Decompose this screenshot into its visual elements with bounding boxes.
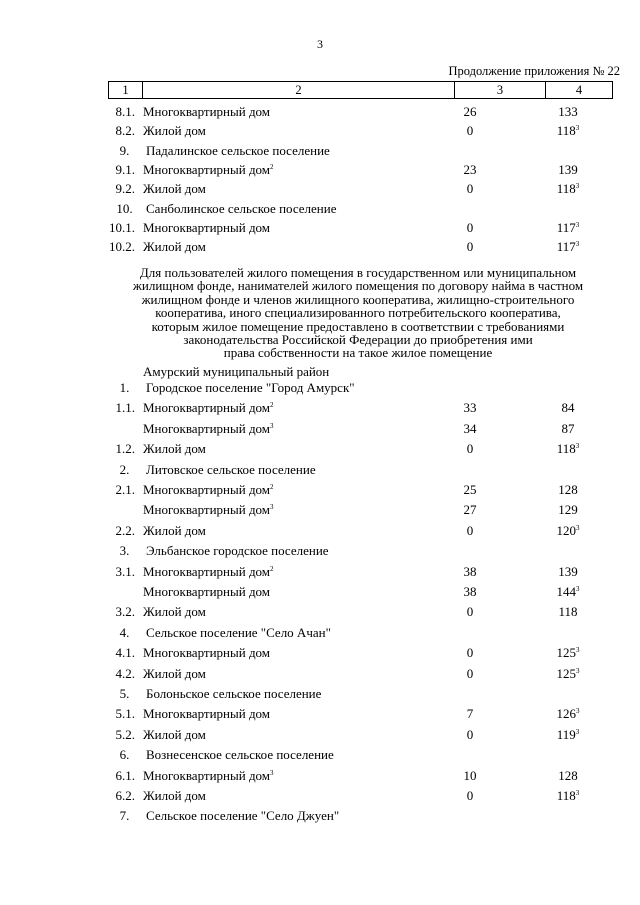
- value-col4: [535, 646, 601, 661]
- row-name-text: Жилой дом: [143, 726, 206, 742]
- value-col3: 33: [463, 400, 477, 416]
- column-header-4: 4: [546, 82, 613, 99]
- footnote-marker: 2: [270, 162, 274, 171]
- value-col4: [535, 442, 601, 457]
- table-row: [0, 646, 640, 665]
- value-col4-text: 125: [556, 645, 576, 661]
- row-number: 6.: [119, 747, 130, 763]
- value-col4-text: 128: [558, 767, 578, 783]
- table-row: [0, 667, 640, 686]
- section-name: [146, 381, 355, 396]
- row-name: [143, 124, 206, 139]
- footnote-marker: 3: [575, 220, 580, 229]
- value-col4-text: 87: [561, 420, 575, 436]
- value-col4-text: 139: [558, 563, 578, 579]
- value-col4-text: 118: [556, 123, 576, 139]
- row-name-text: Эльбанское городское поселение: [146, 543, 329, 559]
- value-col4-text: 118: [556, 441, 576, 457]
- footnote-marker: 3: [575, 727, 580, 736]
- footnote-marker: 3: [576, 666, 580, 675]
- row-name: [143, 728, 206, 743]
- table-row: [0, 503, 640, 522]
- value-col4-text: 118: [556, 181, 576, 197]
- row-name-text: Многоквартирный дом: [143, 584, 271, 599]
- row-number: 6.1.: [115, 767, 135, 783]
- value-col4: [535, 769, 601, 784]
- value-col4-text: 139: [558, 161, 578, 177]
- table-row: [0, 483, 640, 502]
- row-name-text: Многоквартирный дом: [143, 400, 271, 416]
- footnote-marker: 3: [576, 585, 580, 593]
- row-number: 2.: [119, 461, 130, 477]
- paragraph-line: Для пользователей жилого помещения в государственном или муниципальном: [139, 265, 577, 280]
- section-row: [0, 809, 640, 828]
- section-row: [0, 626, 640, 645]
- value-col4: [535, 789, 601, 804]
- value-col4: [535, 422, 601, 437]
- paragraph-line: законодательства Российской Федерации до приобретения ими: [183, 332, 533, 348]
- row-name-text: Санболинское сельское поселение: [146, 200, 337, 216]
- table-row: [0, 707, 640, 726]
- value-col3: 0: [466, 604, 474, 620]
- row-name-text: Жилой дом: [143, 604, 206, 620]
- value-col3: 38: [463, 584, 477, 599]
- row-number: 3.2.: [115, 604, 135, 620]
- section-name: [146, 202, 337, 217]
- row-name-text: Многоквартирный дом: [143, 104, 271, 119]
- row-name-text: Жилой дом: [143, 441, 206, 457]
- row-number: 7.: [119, 808, 130, 824]
- table-row: [0, 585, 640, 604]
- row-name: [143, 769, 274, 784]
- value-col4: [535, 163, 601, 178]
- row-name: [143, 565, 274, 580]
- value-col3: 0: [466, 522, 474, 538]
- footnote-marker: 3: [270, 768, 274, 777]
- value-col4-text: 128: [558, 482, 578, 497]
- row-number: 2.2.: [115, 522, 135, 538]
- value-col3: 25: [463, 482, 477, 497]
- row-number: 1.1.: [115, 400, 135, 416]
- row-number: 5.: [119, 686, 130, 701]
- section-name: [146, 544, 329, 559]
- row-name: [143, 605, 206, 620]
- table-row: [0, 524, 640, 543]
- value-col3: 0: [466, 441, 474, 457]
- value-col3: 0: [466, 123, 474, 139]
- footnote-marker: 3: [576, 646, 580, 655]
- column-header-table: [108, 81, 613, 99]
- table-row: [0, 565, 640, 584]
- value-col3: 10: [463, 767, 477, 783]
- section-name: [146, 748, 334, 763]
- footnote-marker: 3: [270, 421, 274, 430]
- table-row: [0, 442, 640, 461]
- row-name-text: Жилой дом: [143, 239, 206, 255]
- row-name: [143, 221, 270, 236]
- table-row: [0, 182, 640, 201]
- header-note: Продолжение приложения № 22: [448, 64, 620, 78]
- footnote-marker: 3: [575, 789, 580, 797]
- value-col3: 0: [466, 645, 474, 661]
- table-row: [0, 728, 640, 747]
- value-col3: 27: [463, 502, 477, 518]
- value-col3: 7: [466, 706, 474, 722]
- row-name-text: Многоквартирный дом: [143, 219, 271, 235]
- value-col4: [535, 503, 601, 518]
- row-name: [143, 707, 270, 722]
- row-name: [143, 524, 206, 539]
- table-row: [0, 401, 640, 420]
- row-number: 4.: [119, 624, 130, 640]
- value-col4: [535, 605, 601, 620]
- value-col3: 0: [466, 239, 474, 255]
- row-name: [143, 667, 206, 682]
- row-number: 8.2.: [115, 123, 135, 139]
- row-name: [143, 182, 206, 197]
- row-name-text: Жилой дом: [143, 522, 206, 538]
- footnote-marker: 3: [575, 240, 580, 249]
- table-row: [0, 221, 640, 240]
- value-col4: [535, 667, 601, 682]
- row-name-text: Вознесенское сельское поселение: [146, 747, 334, 763]
- row-number: 3.1.: [115, 563, 135, 579]
- section-row: [0, 544, 640, 563]
- section-row: [0, 748, 640, 767]
- section-row: [0, 144, 640, 163]
- row-number: 8.1.: [115, 104, 135, 119]
- value-col4-text: 118: [556, 788, 576, 803]
- column-header-3: 3: [455, 82, 546, 99]
- value-col3: 0: [466, 665, 474, 681]
- value-col4: [535, 565, 601, 580]
- section-row: [0, 202, 640, 221]
- value-col4: [535, 524, 601, 539]
- footnote-marker: 2: [270, 564, 274, 573]
- page-number: 3: [317, 37, 323, 51]
- value-col3: 26: [463, 104, 477, 119]
- value-col4: [535, 182, 601, 197]
- row-name-text: Многоквартирный дом: [143, 482, 271, 497]
- row-number: 6.2.: [115, 788, 135, 803]
- table-row: [0, 422, 640, 441]
- table-row: [0, 163, 640, 182]
- row-name-text: Многоквартирный дом: [143, 563, 271, 579]
- value-col3: 34: [463, 420, 477, 436]
- row-name-text: Многоквартирный дом: [143, 161, 271, 177]
- row-name-text: Городское поселение "Город Амурск": [146, 380, 355, 395]
- row-number: 10.: [116, 200, 133, 216]
- row-name: [143, 240, 206, 255]
- section-name: [146, 463, 316, 478]
- paragraph: [108, 266, 608, 360]
- value-col4-text: 84: [561, 400, 575, 416]
- row-number: 10.1.: [109, 219, 135, 235]
- row-number: 5.2.: [115, 726, 135, 742]
- table-row: [0, 240, 640, 259]
- value-col3: 0: [466, 788, 474, 803]
- footnote-marker: 3: [575, 182, 580, 191]
- value-col4: [535, 221, 601, 236]
- value-col4: [535, 585, 601, 600]
- value-col3: 0: [466, 181, 474, 197]
- row-name-text: Многоквартирный дом: [143, 767, 271, 783]
- value-col4-text: 117: [556, 239, 576, 255]
- paragraph-line: жилищном фонде и членов жилищного кооператива, жилищно-строительного: [141, 291, 575, 307]
- row-name-text: Жилой дом: [143, 788, 206, 803]
- paragraph-line: которым жилое помещение предоставлено в соответствии с требованиями: [151, 318, 565, 334]
- value-col4: [535, 240, 601, 255]
- row-name-text: Многоквартирный дом: [143, 706, 271, 722]
- row-number: 5.1.: [115, 706, 135, 722]
- table-row: [0, 124, 640, 143]
- value-col3: 0: [466, 219, 474, 235]
- value-col4: [535, 707, 601, 722]
- section-name: [146, 809, 339, 824]
- value-col4-text: 119: [556, 726, 576, 742]
- footnote-marker: 3: [576, 523, 580, 532]
- value-col4: [535, 401, 601, 416]
- section-row: [0, 687, 640, 706]
- value-col4-text: 117: [556, 219, 576, 235]
- value-col4: [535, 124, 601, 139]
- table-row: [0, 605, 640, 624]
- row-name-text: Жилой дом: [143, 123, 206, 139]
- row-name: [143, 442, 206, 457]
- row-name: [143, 422, 274, 437]
- table-row: [0, 105, 640, 124]
- footnote-marker: 3: [575, 442, 580, 451]
- value-col4-text: 125: [556, 665, 576, 681]
- section-name: [146, 687, 321, 702]
- column-header-2: 2: [143, 82, 455, 99]
- section-name: [146, 626, 331, 641]
- row-name-text: Литовское сельское поселение: [146, 461, 316, 477]
- paragraph-line: жилищном фонде, нанимателей жилого помещения по договору найма в частном: [132, 278, 584, 294]
- row-name: [143, 789, 206, 804]
- value-col3: 23: [463, 161, 477, 177]
- table-row: [0, 769, 640, 788]
- value-col4: [535, 728, 601, 743]
- row-name-text: Сельское поселение "Село Джуен": [146, 808, 340, 824]
- row-number: 3.: [119, 543, 130, 559]
- footnote-marker: 2: [270, 483, 274, 491]
- row-number: 10.2.: [109, 239, 135, 255]
- row-number: 2.1.: [115, 482, 135, 497]
- row-number: 9.1.: [115, 161, 135, 177]
- value-col4-text: 126: [556, 706, 576, 722]
- column-header-1: 1: [109, 82, 143, 99]
- value-col4-text: 129: [558, 502, 578, 518]
- row-name-text: Жилой дом: [143, 181, 206, 197]
- row-number: 4.2.: [115, 665, 135, 681]
- row-name: [143, 503, 274, 518]
- row-name-text: Многоквартирный дом: [143, 420, 271, 436]
- footnote-marker: 3: [270, 503, 274, 512]
- table-row: [0, 789, 640, 808]
- row-name-text: Болоньское сельское поселение: [146, 686, 322, 701]
- district-title: Амурский муниципальный район: [143, 364, 330, 379]
- section-row: [0, 381, 640, 400]
- section-row: [0, 463, 640, 482]
- row-name: [143, 483, 274, 498]
- row-name: [143, 105, 270, 120]
- column-header-row: [109, 82, 613, 99]
- row-name-text: Жилой дом: [143, 665, 206, 681]
- row-name: [143, 401, 274, 416]
- value-col4: [535, 483, 601, 498]
- value-col3: 38: [463, 563, 477, 579]
- row-name-text: Падалинское сельское поселение: [146, 142, 330, 158]
- row-number: 9.: [119, 142, 130, 158]
- paragraph-line: кооператива, иного специализированного потребительского кооператива,: [155, 305, 561, 321]
- value-col4: [535, 105, 601, 120]
- footnote-marker: 3: [576, 707, 580, 716]
- row-name: [143, 585, 270, 600]
- value-col4-text: 118: [558, 604, 578, 620]
- row-number: 4.1.: [115, 645, 135, 661]
- row-number: 9.2.: [115, 181, 135, 197]
- value-col4-text: 120: [556, 522, 576, 538]
- row-name: [143, 646, 270, 661]
- row-name-text: Многоквартирный дом: [143, 502, 271, 518]
- footnote-marker: 2: [270, 401, 274, 410]
- row-name-text: Многоквартирный дом: [143, 645, 271, 661]
- footnote-marker: 3: [575, 124, 580, 133]
- row-name: [143, 163, 274, 178]
- paragraph-line: права собственности на такое жилое помещение: [223, 345, 493, 361]
- value-col4-text: 144: [556, 584, 576, 599]
- section-name: [146, 144, 330, 159]
- row-number: 1.2.: [115, 441, 135, 457]
- value-col3: 0: [466, 726, 474, 742]
- row-name-text: Сельское поселение "Село Ачан": [146, 624, 331, 640]
- value-col4-text: 133: [558, 104, 578, 119]
- row-number: 1.: [119, 380, 130, 395]
